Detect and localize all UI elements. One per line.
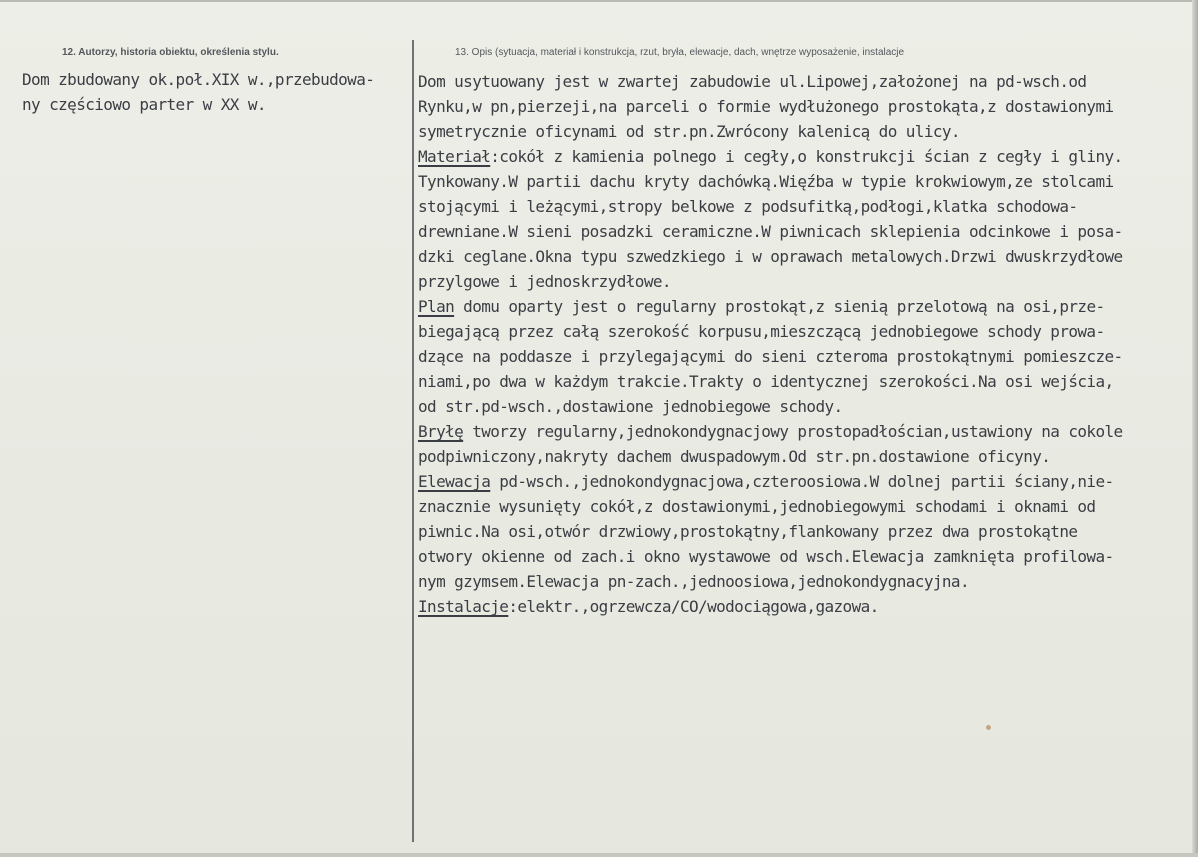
paper-top-edge [0, 0, 1198, 2]
line-text: Rynku,w pn,pierzeji,na parceli o formie wydłużonego prostokąta,z dostawionymi [418, 97, 1114, 116]
line-text: biegającą przez całą szerokość korpusu,mieszczącą jednobiegowe schody prowa- [418, 322, 1105, 341]
right-text-line [418, 469, 1123, 494]
section-heading: Instalacje [418, 597, 509, 616]
paper-bottom-edge [0, 853, 1198, 857]
line-text: od str.pd-wsch.,dostawione jednobiegowe schody. [418, 397, 843, 416]
line-text: podpiwniczony,nakryty dachem dwuspadowym.Od str.pn.dostawione oficyny. [418, 447, 1051, 466]
right-text-line [418, 344, 1123, 369]
section-heading: Plan [418, 297, 455, 316]
line-text: nym gzymsem.Elewacja pn-zach.,jednoosiowa,jednokondygnacyjna. [418, 572, 970, 591]
section-heading: Elewacja [418, 472, 491, 491]
right-text-line [418, 594, 1123, 619]
line-text: przylgowe i jednoskrzydłowe. [418, 272, 671, 291]
right-text-line [418, 444, 1123, 469]
right-text-line [418, 519, 1123, 544]
paper-stain-dot [986, 725, 991, 730]
right-text-line [418, 94, 1123, 119]
right-text-line [418, 319, 1123, 344]
right-text-line [418, 194, 1123, 219]
line-text: znacznie wysunięty cokół,z dostawionymi,jednobiegowymi schodami i oknami od [418, 497, 1096, 516]
line-text: tworzy regularny,jednokondygnacjowy prostopadłościan,ustawiony na cokole [463, 422, 1123, 441]
right-text-line [418, 494, 1123, 519]
right-text-line [418, 169, 1123, 194]
paper-right-edge [1192, 0, 1198, 857]
line-text: dzące na poddasze i przylegającymi do sieni czteroma prostokątnymi pomieszcze- [418, 347, 1123, 366]
right-column-text [418, 69, 1123, 619]
line-text: stojącymi i leżącymi,stropy belkowe z podsufitką,podłogi,klatka schodowa- [418, 197, 1078, 216]
line-text: Dom usytuowany jest w zwartej zabudowie ul.Lipowej,założonej na pd-wsch.od [418, 72, 1087, 91]
right-text-line [418, 269, 1123, 294]
line-text: :cokół z kamienia polnego i cegły,o konstrukcji ścian z cegły i gliny. [490, 147, 1123, 166]
left-column-header: 12. Autorzy, historia obiektu, określenia stylu. [62, 47, 279, 58]
right-text-line [418, 244, 1123, 269]
line-text: dzki ceglane.Okna typu szwedzkiego i w oprawach metalowych.Drzwi dwuskrzydłowe [418, 247, 1123, 266]
right-text-line [418, 294, 1123, 319]
right-text-line [418, 69, 1123, 94]
right-text-line [418, 119, 1123, 144]
right-text-line [418, 394, 1123, 419]
left-text-line: ny częściowo parter w XX w. [22, 95, 266, 114]
left-text-line: Dom zbudowany ok.poł.XIX w.,przebudowa- [22, 70, 375, 89]
right-text-line [418, 219, 1123, 244]
section-heading: Bryłę [418, 422, 464, 441]
right-text-line [418, 569, 1123, 594]
section-heading: Materiał [418, 147, 491, 166]
line-text: Tynkowany.W partii dachu kryty dachówką.Więźba w typie krokwiowym,ze stolcami [418, 172, 1114, 191]
right-text-line [418, 144, 1123, 169]
right-text-line [418, 544, 1123, 569]
line-text: :elektr.,ogrzewcza/CO/wodociągowa,gazowa. [508, 597, 879, 616]
line-text: piwnic.Na osi,otwór drzwiowy,prostokątny,flankowany przez dwa prostokątne [418, 522, 1078, 541]
line-text: otwory okienne od zach.i okno wystawowe od wsch.Elewacja zamknięta profilowa- [418, 547, 1114, 566]
left-column-text [22, 67, 374, 117]
line-text: niami,po dwa w każdym trakcie.Trakty o identycznej szerokości.Na osi wejścia, [418, 372, 1114, 391]
right-text-line [418, 419, 1123, 444]
right-column-header: 13. Opis (sytuacja, materiał i konstrukcja, rzut, bryła, elewacje, dach, wnętrze wyposażenie, instalacje [455, 47, 905, 58]
line-text: symetrycznie oficynami od str.pn.Zwrócony kalenicą do ulicy. [418, 122, 960, 141]
line-text: domu oparty jest o regularny prostokąt,z sienią przelotową na osi,prze- [454, 297, 1105, 316]
column-divider [412, 40, 414, 842]
right-text-line [418, 369, 1123, 394]
line-text: pd-wsch.,jednokondygnacjowa,czteroosiowa.W dolnej partii ściany,nie- [490, 472, 1114, 491]
line-text: drewniane.W sieni posadzki ceramiczne.W piwnicach sklepienia odcinkowe i posa- [418, 222, 1123, 241]
